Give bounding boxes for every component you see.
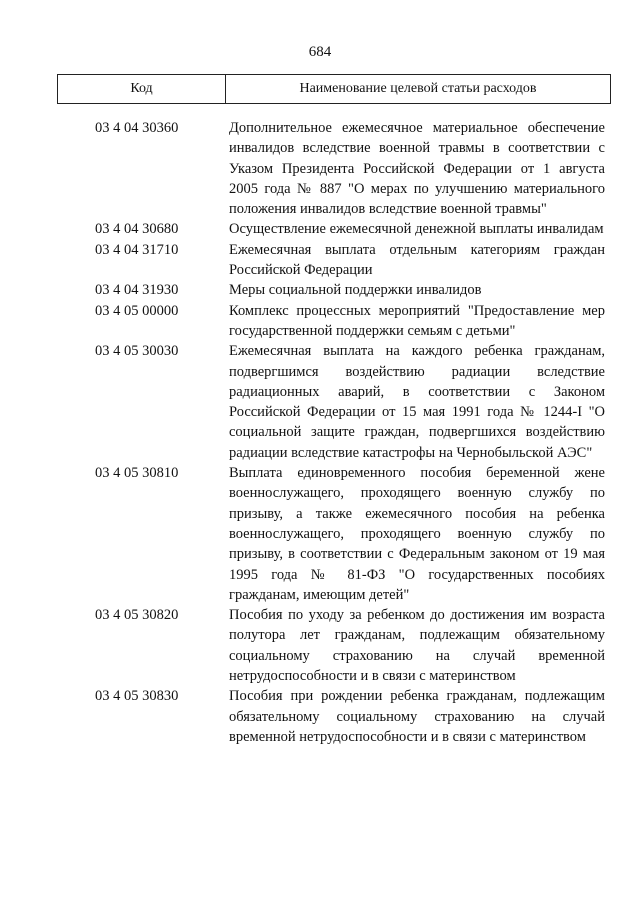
row-code: 03 4 04 30680: [95, 221, 179, 238]
table-body: [0, 118, 640, 747]
table-row: [0, 118, 640, 219]
page-number: 684: [308, 44, 332, 60]
row-name: Дополнительное ежемесячное материальное обеспечение инвалидов вследствие военной травмы в соответствии с Указом Президента Российской Федерации от 1 августа 2005 года № 887 "О мерах по улучшению материального положения инвалидов вследствие военной травмы": [229, 120, 605, 218]
row-name: Осуществление ежемесячной денежной выплаты инвалидам: [229, 221, 604, 238]
row-name: Пособия при рождении ребенка гражданам, подлежащим обязательному социальному страхованию на случай временной нетрудоспособности и в связи с материнством: [229, 688, 605, 745]
row-code: 03 4 05 30030: [95, 343, 179, 360]
table-row: [0, 280, 640, 300]
table-row: [0, 605, 640, 686]
table-row: [0, 463, 640, 605]
row-code: 03 4 04 31710: [95, 241, 179, 258]
row-code: 03 4 04 31930: [95, 282, 179, 299]
row-code: 03 4 05 00000: [95, 302, 179, 319]
row-name: Меры социальной поддержки инвалидов: [229, 282, 482, 299]
header-code-label: Код: [58, 75, 226, 103]
row-code: 03 4 05 30830: [95, 688, 179, 705]
table-row: [0, 341, 640, 463]
row-name: Выплата единовременного пособия беременной жене военнослужащего, проходящего военную службу по призыву, а также ежемесячного пособия на ребенка военнослужащего, проходящего военную службу по призыву, в соответствии с Федеральным законом от 19 мая 1995 года № 81-ФЗ "О государственных пособиях гражданам, имеющим детей": [229, 465, 605, 603]
row-code: 03 4 05 30810: [95, 465, 179, 482]
table-header: [57, 74, 611, 104]
header-name-label: Наименование целевой статьи расходов: [299, 81, 537, 96]
row-name: Пособия по уходу за ребенком до достижения им возраста полутора лет гражданам, подлежащим обязательному социальному страхованию на случай временной нетрудоспособности и в связи с материнством: [229, 607, 605, 685]
table-row: [0, 219, 640, 239]
table-row: [0, 301, 640, 342]
row-code: 03 4 04 30360: [95, 120, 179, 136]
table-row: [0, 240, 640, 281]
table-row: [0, 686, 640, 747]
row-name: Ежемесячная выплата на каждого ребенка гражданам, подвергшимся воздействию радиации вследствие радиационных аварий, в соответствии с Законом Российской Федерации от 15 мая 1991 года № 1244-I "О социальной защите граждан, подвергшихся воздействию радиации вследствие катастрофы на Чернобыльской АЭС": [229, 343, 605, 461]
row-name: Комплекс процессных мероприятий "Предоставление мер государственной поддержки семьям с детьми": [229, 302, 605, 339]
row-code: 03 4 05 30820: [95, 607, 179, 624]
row-name: Ежемесячная выплата отдельным категориям граждан Российской Федерации: [229, 241, 605, 279]
